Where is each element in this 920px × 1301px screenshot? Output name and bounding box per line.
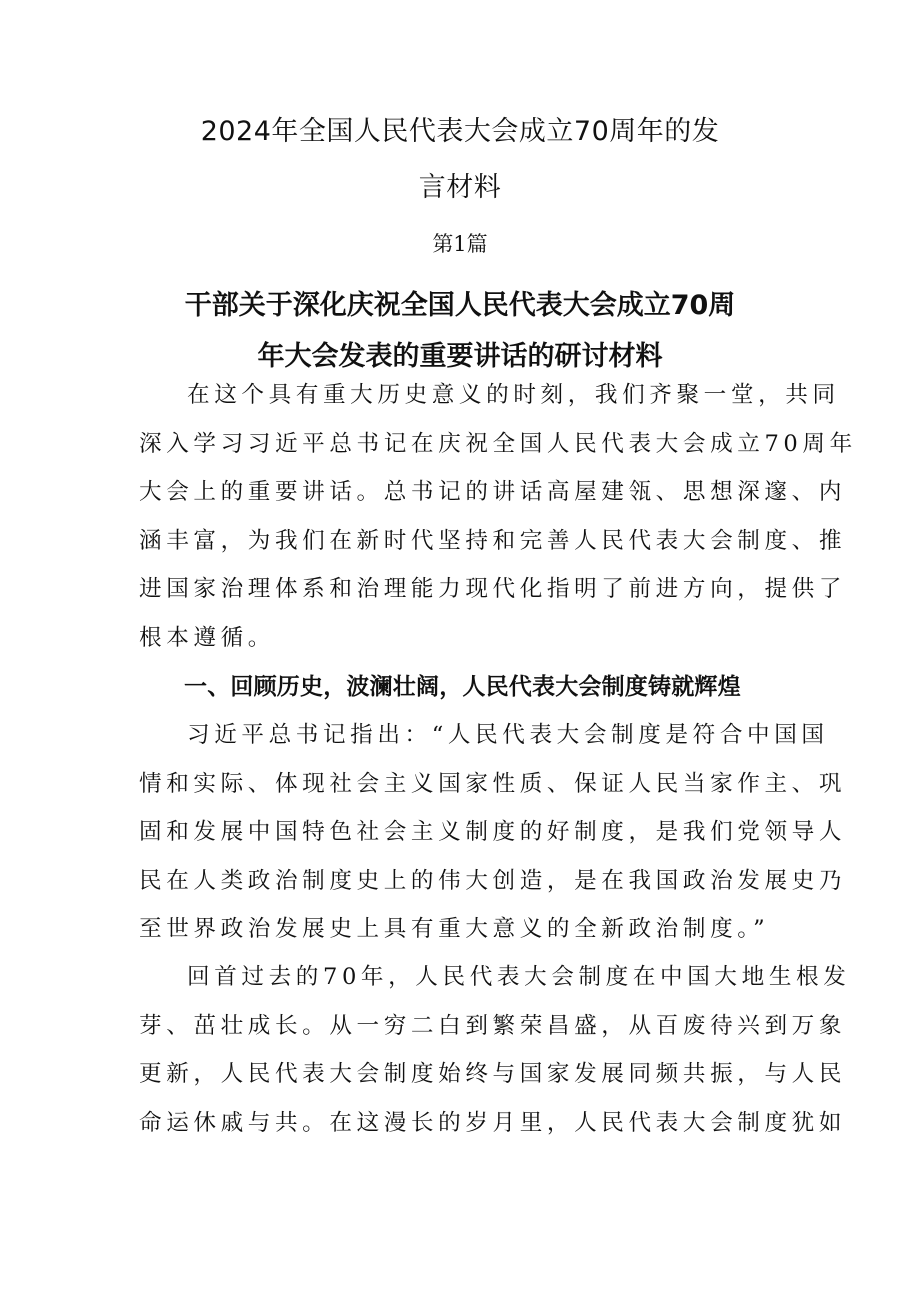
paragraph-line: 习近平总书记指出：“人民代表大会制度是符合中国国	[187, 722, 829, 748]
paragraph-line: 涵丰富，为我们在新时代坚持和完善人民代表大会制度、推	[139, 527, 847, 554]
paragraph-line: 民在人类政治制度史上的伟大创造，是在我国政治发展史乃	[139, 867, 847, 894]
paragraph-line: 芽、茁壮成长。从一穷二白到繁荣昌盛，从百废待兴到万象	[139, 1012, 847, 1039]
paragraph-line: 固和发展中国特色社会主义制度的好制度，是我们党领导人	[139, 819, 847, 846]
article-subtitle-line-2: 年大会发表的重要讲话的研讨材料	[257, 341, 663, 372]
paragraph-line: 大会上的重要讲话。总书记的讲话高屋建瓴、思想深邃、内	[139, 479, 847, 506]
paragraph-line: 在这个具有重大历史意义的时刻，我们齐聚一堂，共同	[187, 382, 840, 408]
paragraph-line: 回首过去的70年，人民代表大会制度在中国大地生根发	[187, 964, 851, 990]
part-label: 第1篇	[432, 232, 488, 256]
paragraph-intro	[139, 371, 857, 663]
section-heading-1: 一、回顾历史，波澜壮阔，人民代表大会制度铸就辉煌	[184, 674, 741, 700]
article-subtitle	[140, 280, 780, 382]
paragraph-line: 根本遵循。	[139, 624, 275, 651]
paragraph-line: 深入学习习近平总书记在庆祝全国人民代表大会成立70周年	[139, 430, 857, 457]
paragraph-line: 更新，人民代表大会制度始终与国家发展同频共振，与人民	[139, 1061, 847, 1088]
document-title	[140, 104, 780, 216]
document-title-line-1: 2024年全国人民代表大会成立70周年的发	[200, 116, 720, 147]
paragraph-review	[139, 953, 851, 1147]
document-title-line-2: 言材料	[418, 172, 502, 203]
paragraph-line: 进国家治理体系和治理能力现代化指明了前进方向，提供了	[139, 576, 847, 603]
paragraph-line: 命运休戚与共。在这漫长的岁月里，人民代表大会制度犹如	[139, 1109, 847, 1136]
paragraph-quote	[139, 711, 847, 954]
paragraph-line: 情和实际、体现社会主义国家性质、保证人民当家作主、巩	[139, 770, 847, 797]
article-subtitle-line-1: 干部关于深化庆祝全国人民代表大会成立70周	[184, 290, 736, 321]
paragraph-line: 至世界政治发展史上具有重大意义的全新政治制度。”	[139, 916, 770, 943]
